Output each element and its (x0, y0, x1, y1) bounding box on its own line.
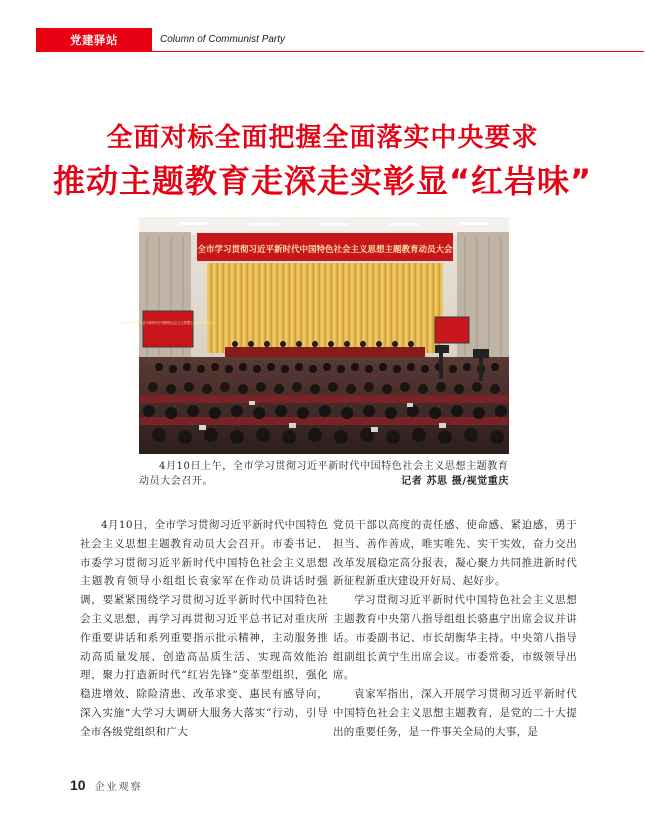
article-title-line2: 推动主题教育走深走实彰显“红岩味” (52, 162, 593, 200)
section-name-en: Column of Communist Party (160, 34, 286, 45)
paragraph: 4月10日，全市学习贯彻习近平新时代中国特色社会主义思想主题教育动员大会召开。市委书记、市委学习贯彻习近平新时代中国特色社会主义思想主题教育领导小组组长袁家军在作动员讲话时强调，要紧紧围绕学习贯彻习近平新时代中国特色社会主义思想，再学习再贯彻习近平总书记对重庆所作重要讲话和系列重要指示批示精神，主动服务推动高质量发展、创造高品质生活、实现高效能治理，聚力打造新时代“红岩先锋”变革型组织，强化稳进增效、除险清患、改革求变、惠民有感导向，深入实施“大学习大调研大服务大落实”行动，引导全市各级党组织和广大 (80, 519, 328, 738)
photo-caption (139, 459, 509, 489)
banner-text: 全市学习贯彻习近平新时代中国特色社会主义思想主题教育动员大会 (197, 245, 453, 255)
meeting-photo (120, 217, 509, 454)
body-column-right (333, 516, 577, 742)
photo-credit: 记者 苏思 摄/视觉重庆 (401, 476, 509, 487)
page-number: 10 (70, 777, 86, 793)
paragraph: 学习贯彻习近平新时代中国特色社会主义思想主题教育中央第八指导组组长骆惠宁出席会议并讲话。市委副书记、市长胡衡华主持。中央第八指导组副组长黄宁生出席会议。市委常委，市级领导出席。 (333, 594, 577, 682)
body-column-left (80, 516, 328, 742)
side-screen-text: 全市学习贯彻习近平新时代中国特色社会主义思想主题教育动员大会 (120, 321, 216, 325)
magazine-name: 企业观察 (94, 782, 143, 793)
page-footer (70, 775, 143, 794)
article-title-line1: 全面对标全面把握全面落实中央要求 (106, 123, 539, 153)
header-rule (152, 51, 644, 52)
paragraph: 党员干部以高度的责任感、使命感、紧迫感，勇于担当、善作善成，唯实唯先、实干实效，奋力交出改革发展稳定高分报表，凝心聚力共同推进新时代新征程新重庆建设开好局、起好步。 (333, 519, 577, 588)
section-tag (36, 28, 152, 52)
paragraph: 袁家军指出，深入开展学习贯彻习近平新时代中国特色社会主义思想主题教育，是党的二十大提出的重要任务，是一件事关全局的大事，是 (333, 688, 577, 738)
caption-text: 4月10日上午，全市学习贯彻习近平新时代中国特色社会主义思想主题教育动员大会召开。 (139, 461, 509, 487)
meeting-hall-illustration (120, 217, 509, 454)
column-header (36, 28, 644, 52)
section-name-cn: 党建驿站 (70, 33, 118, 47)
